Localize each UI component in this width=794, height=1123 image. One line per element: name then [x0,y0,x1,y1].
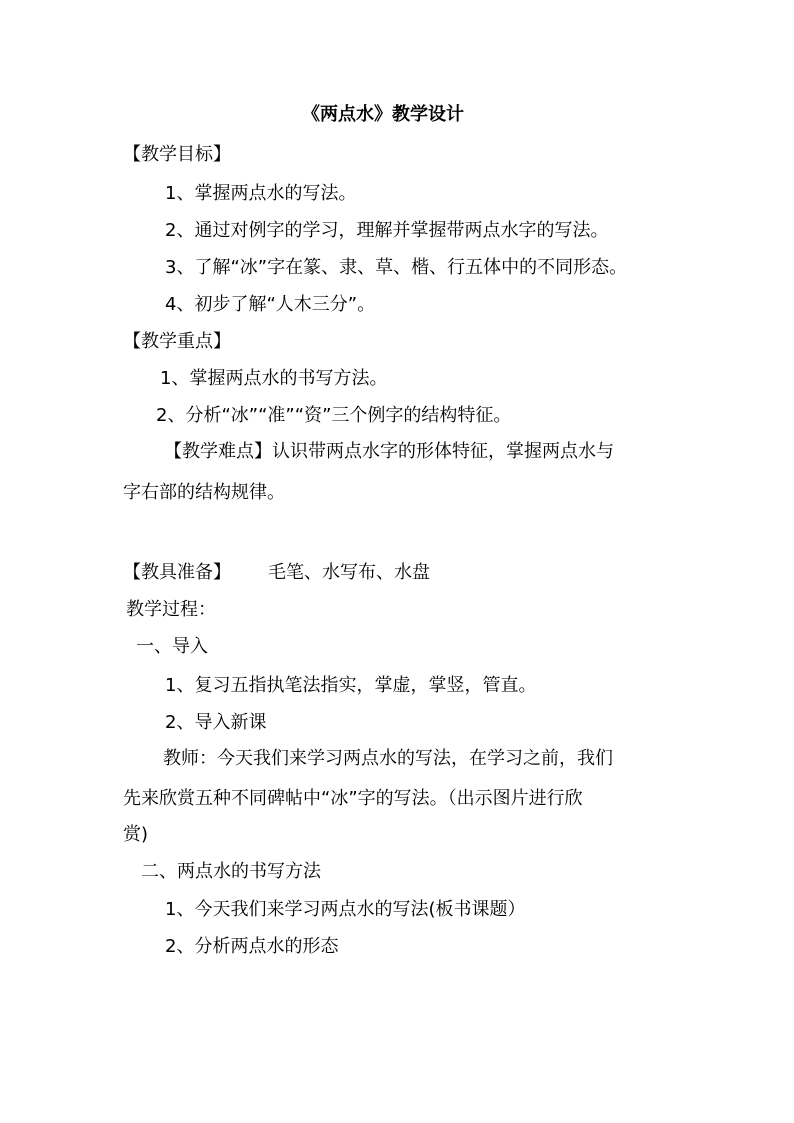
key-point-item: 1、掌握两点水的书写方法。 [160,368,388,389]
process-item: 2、导入新课 [165,712,267,733]
page-title: 《两点水》教学设计 [302,104,464,125]
teacher-speech: 赏) [123,824,149,845]
tools-heading: 【教具准备】 [123,562,231,583]
key-points-heading: 【教学重点】 [123,331,231,352]
tools-list: 毛笔、水写布、水盘 [268,562,430,583]
objective-item: 4、初步了解“人木三分”。 [165,294,376,315]
process-item: 1、今天我们来学习两点水的写法(板书课题） [165,899,526,920]
objective-item: 3、了解“冰”字在篆、隶、草、楷、行五体中的不同形态。 [165,257,628,278]
teacher-speech: 先来欣赏五种不同碑帖中“冰”字的写法。（出示图片进行欣 [123,788,583,809]
section-heading: 一、导入 [136,636,208,657]
teacher-speech: 教师：今天我们来学习两点水的写法，在学习之前，我们 [163,748,613,769]
objectives-heading: 【教学目标】 [123,144,231,165]
process-item: 2、分析两点水的形态 [165,936,339,957]
difficulty-line: 字右部的结构规律。 [123,482,285,503]
difficulty-line: 【教学难点】认识带两点水字的形体特征，掌握两点水与 [164,441,614,462]
objective-item: 2、通过对例字的学习，理解并掌握带两点水字的写法。 [165,220,609,241]
process-item: 1、复习五指执笔法指实，掌虚，掌竖，管直。 [165,675,537,696]
key-point-item: 2、分析“冰”“准”“资”三个例字的结构特征。 [156,405,512,426]
objective-item: 1、掌握两点水的写法。 [165,183,357,204]
section-heading: 二、两点水的书写方法 [141,861,321,882]
process-heading: 教学过程： [126,599,216,620]
